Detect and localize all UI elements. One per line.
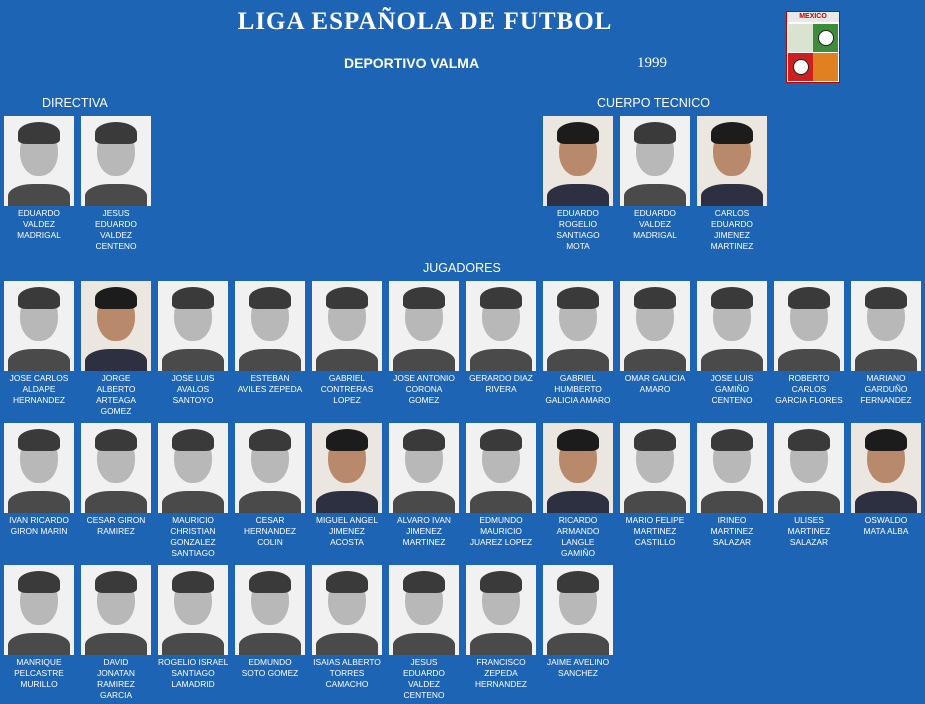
person-name: [620, 208, 690, 241]
person-name: [235, 373, 305, 395]
person-name: [466, 373, 536, 395]
jugadores-card: [235, 281, 305, 395]
portrait-photo: [851, 281, 921, 371]
name-line: CARLOS: [791, 384, 827, 394]
jugadores-card: [235, 423, 305, 548]
person-name: [81, 657, 151, 701]
portrait-photo: [158, 423, 228, 513]
name-line: ISAIAS ALBERTO: [313, 657, 381, 667]
name-line: FRANCISCO: [476, 657, 526, 667]
jugadores-card: [235, 565, 305, 679]
mexico-crest-logo: [786, 11, 840, 83]
name-line: JESUS: [102, 208, 130, 218]
name-line: ROBERTO: [788, 373, 830, 383]
portrait-photo: [543, 116, 613, 206]
portrait-photo: [697, 423, 767, 513]
person-name: [389, 657, 459, 701]
person-name: [543, 515, 613, 559]
jugadores-card: [620, 281, 690, 395]
person-name: [620, 373, 690, 395]
jugadores-card: [774, 423, 844, 548]
name-line: DAVID: [103, 657, 129, 667]
name-line: EDUARDO: [634, 208, 676, 218]
name-line: VALDEZ: [100, 230, 132, 240]
name-line: VALDEZ: [23, 219, 55, 229]
name-line: GIRON MARIN: [10, 526, 68, 536]
person-name: [235, 657, 305, 679]
name-line: IVAN RICARDO: [9, 515, 69, 525]
jugadores-card: [466, 565, 536, 690]
name-line: IRINEO: [717, 515, 747, 525]
jugadores-card: [466, 423, 536, 548]
name-line: MARTINEZ: [710, 526, 754, 536]
person-name: [81, 208, 151, 252]
directiva-card: [81, 116, 151, 252]
person-name: [697, 515, 767, 548]
portrait-photo: [81, 423, 151, 513]
page-title: LIGA ESPAÑOLA DE FUTBOL: [237, 8, 613, 35]
jugadores-card: [543, 281, 613, 406]
person-name: [697, 373, 767, 406]
name-line: OMAR GALICIA: [624, 373, 686, 383]
portrait-photo: [389, 281, 459, 371]
portrait-photo: [774, 423, 844, 513]
name-line: HERNANDEZ: [12, 395, 66, 405]
person-name: [851, 515, 921, 537]
portrait-photo: [312, 565, 382, 655]
name-line: GONZALEZ: [170, 537, 216, 547]
name-line: JOSE ANTONIO: [393, 373, 455, 383]
name-line: MOTA: [566, 241, 590, 251]
name-line: EDMUNDO: [479, 515, 523, 525]
name-line: MURILLO: [20, 679, 58, 689]
soccer-ball-icon: [788, 53, 813, 81]
name-line: HERNANDEZ: [474, 679, 528, 689]
name-line: MIGUEL ANGEL: [315, 515, 379, 525]
jugadores-card: [389, 423, 459, 548]
name-line: CESAR: [255, 515, 285, 525]
portrait-photo: [4, 116, 74, 206]
name-line: SANCHEZ: [557, 668, 599, 678]
name-line: OSWALDO: [864, 515, 908, 525]
name-line: HUMBERTO: [554, 384, 602, 394]
name-line: JONATAN: [97, 668, 135, 678]
portrait-photo: [543, 423, 613, 513]
name-line: MARTINEZ: [710, 241, 754, 251]
name-line: CESAR GIRON: [86, 515, 146, 525]
name-line: EDUARDO: [711, 219, 753, 229]
name-line: AVILES ZEPEDA: [237, 384, 303, 394]
crest-label: MEXICO: [787, 12, 839, 22]
portrait-photo: [312, 423, 382, 513]
portrait-photo: [158, 565, 228, 655]
jugadores-card: [851, 423, 921, 537]
portrait-photo: [620, 281, 690, 371]
name-line: RICARDO: [558, 515, 598, 525]
name-line: MATA ALBA: [863, 526, 909, 536]
person-name: [81, 373, 151, 417]
name-line: VALDEZ: [408, 679, 440, 689]
person-name: [235, 515, 305, 548]
name-line: ACOSTA: [330, 537, 364, 547]
portrait-photo: [543, 281, 613, 371]
name-line: CHRISTIAN: [170, 526, 216, 536]
person-name: [312, 373, 382, 406]
portrait-photo: [235, 423, 305, 513]
name-line: TORRES: [329, 668, 365, 678]
person-name: [774, 373, 844, 406]
jugadores-card: [851, 281, 921, 406]
jugadores-card: [312, 565, 382, 690]
portrait-photo: [235, 565, 305, 655]
name-line: MARIO FELIPE: [625, 515, 685, 525]
name-line: EDUARDO: [403, 668, 445, 678]
directiva-card: [4, 116, 74, 241]
cuerpo_tecnico-card: [697, 116, 767, 252]
person-name: [543, 657, 613, 679]
name-line: MAURICIO: [480, 526, 522, 536]
name-line: MARTINEZ: [633, 526, 677, 536]
jugadores-card: [312, 423, 382, 548]
person-name: [4, 657, 74, 690]
person-name: [158, 515, 228, 559]
portrait-photo: [620, 116, 690, 206]
person-name: [543, 208, 613, 252]
jugadores-card: [4, 423, 74, 537]
name-line: JIMENEZ: [714, 230, 750, 240]
person-name: [312, 515, 382, 548]
person-name: [389, 515, 459, 548]
name-line: COLIN: [257, 537, 283, 547]
section-cuerpo-tecnico: CUERPO TECNICO: [597, 96, 710, 110]
name-line: GABRIEL: [328, 373, 366, 383]
portrait-photo: [697, 116, 767, 206]
name-line: JOSE LUIS: [710, 373, 754, 383]
name-line: CENTENO: [711, 395, 753, 405]
person-name: [158, 373, 228, 406]
name-line: JOSE CARLOS: [9, 373, 69, 383]
name-line: MARTINEZ: [787, 526, 831, 536]
jugadores-card: [543, 423, 613, 559]
person-name: [774, 515, 844, 548]
name-line: JUAREZ LOPEZ: [469, 537, 533, 547]
portrait-photo: [851, 423, 921, 513]
jugadores-card: [389, 281, 459, 406]
name-line: SANTIAGO: [171, 548, 215, 558]
portrait-photo: [4, 423, 74, 513]
person-name: [81, 515, 151, 537]
name-line: GALICIA AMARO: [545, 395, 611, 405]
name-line: LOPEZ: [333, 395, 361, 405]
jugadores-card: [81, 565, 151, 701]
name-line: EDMUNDO: [248, 657, 292, 667]
portrait-photo: [4, 281, 74, 371]
name-line: CASTILLO: [634, 537, 676, 547]
jugadores-card: [4, 281, 74, 406]
name-line: GAMIÑO: [561, 548, 595, 558]
name-line: ESTEBAN: [250, 373, 290, 383]
name-line: FERNANDEZ: [860, 395, 912, 405]
name-line: ALBERTO: [96, 384, 136, 394]
name-line: GABRIEL: [559, 373, 597, 383]
name-line: JESUS: [410, 657, 438, 667]
portrait-photo: [158, 281, 228, 371]
name-line: SALAZAR: [712, 537, 752, 547]
name-line: JORGE: [101, 373, 131, 383]
name-line: SANTIAGO: [171, 668, 215, 678]
name-line: LAMADRID: [171, 679, 215, 689]
person-name: [466, 515, 536, 548]
portrait-photo: [697, 281, 767, 371]
jugadores-card: [312, 281, 382, 406]
name-line: HERNANDEZ: [243, 526, 297, 536]
name-line: GAMIÑO: [715, 384, 749, 394]
name-line: SANTIAGO: [556, 230, 600, 240]
portrait-photo: [235, 281, 305, 371]
jugadores-card: [697, 423, 767, 548]
name-line: AMARO: [639, 384, 671, 394]
jugadores-card: [81, 423, 151, 537]
name-line: LANGLE: [561, 537, 595, 547]
jugadores-card: [543, 565, 613, 679]
name-line: AVALOS: [176, 384, 210, 394]
cuerpo_tecnico-card: [620, 116, 690, 241]
team-name: DEPORTIVO VALMA: [344, 55, 480, 71]
name-line: MANRIQUE: [16, 657, 62, 667]
portrait-photo: [466, 565, 536, 655]
name-line: SOTO GOMEZ: [241, 668, 299, 678]
cuerpo_tecnico-card: [543, 116, 613, 252]
section-jugadores: JUGADORES: [423, 261, 501, 275]
jugadores-card: [81, 281, 151, 417]
portrait-photo: [774, 281, 844, 371]
name-line: RAMIREZ: [97, 526, 135, 536]
name-line: ALDAPE: [22, 384, 56, 394]
name-line: GARCIA: [99, 690, 133, 700]
jugadores-card: [620, 423, 690, 548]
name-line: CARLOS: [714, 208, 750, 218]
name-line: GOMEZ: [100, 406, 132, 416]
season-year: 1999: [637, 55, 667, 71]
section-directiva: DIRECTIVA: [42, 96, 108, 110]
name-line: RAMIREZ: [97, 679, 135, 689]
portrait-photo: [81, 281, 151, 371]
jugadores-card: [4, 565, 74, 690]
person-name: [389, 373, 459, 406]
name-line: GERARDO DIAZ: [469, 373, 533, 383]
name-line: GARCIA FLORES: [775, 395, 843, 405]
portrait-photo: [389, 423, 459, 513]
person-name: [851, 373, 921, 406]
portrait-photo: [389, 565, 459, 655]
person-name: [4, 515, 74, 537]
person-name: [697, 208, 767, 252]
name-line: JIMENEZ: [329, 526, 365, 536]
name-line: JOSE LUIS: [171, 373, 215, 383]
lion-emblem-icon: [813, 53, 838, 81]
portrait-photo: [81, 116, 151, 206]
name-line: MAURICIO: [172, 515, 214, 525]
jugadores-card: [466, 281, 536, 395]
portrait-photo: [543, 565, 613, 655]
jugadores-card: [697, 281, 767, 406]
name-line: SALAZAR: [789, 537, 829, 547]
name-line: ULISES: [794, 515, 824, 525]
name-line: ARMANDO: [556, 526, 600, 536]
jugadores-card: [158, 423, 228, 559]
soccer-ball-icon: [813, 24, 838, 52]
person-name: [620, 515, 690, 548]
name-line: ARTEAGA: [96, 395, 136, 405]
name-line: CORONA: [405, 384, 443, 394]
portrait-photo: [466, 423, 536, 513]
portrait-photo: [466, 281, 536, 371]
name-line: CENTENO: [403, 690, 445, 700]
name-line: VALDEZ: [639, 219, 671, 229]
name-line: ROGELIO: [558, 219, 598, 229]
jugadores-card: [158, 565, 228, 690]
name-line: JIMENEZ: [406, 526, 442, 536]
name-line: CENTENO: [95, 241, 137, 251]
name-line: GARDUÑO: [864, 384, 908, 394]
portrait-photo: [312, 281, 382, 371]
name-line: SANTOYO: [172, 395, 214, 405]
name-line: ALVARO IVAN: [397, 515, 451, 525]
name-line: ROGELIO ISRAEL: [158, 657, 229, 667]
name-line: MARIANO: [866, 373, 906, 383]
eagle-emblem-icon: [788, 24, 813, 52]
name-line: EDUARDO: [18, 208, 60, 218]
portrait-photo: [4, 565, 74, 655]
name-line: CAMACHO: [325, 679, 369, 689]
jugadores-card: [158, 281, 228, 406]
jugadores-card: [389, 565, 459, 701]
person-name: [158, 657, 228, 690]
person-name: [4, 208, 74, 241]
name-line: JAIME AVELINO: [546, 657, 610, 667]
name-line: PELCASTRE: [14, 668, 64, 678]
name-line: GOMEZ: [408, 395, 440, 405]
person-name: [312, 657, 382, 690]
name-line: EDUARDO: [557, 208, 599, 218]
person-name: [4, 373, 74, 406]
name-line: MADRIGAL: [17, 230, 61, 240]
portrait-photo: [81, 565, 151, 655]
name-line: EDUARDO: [95, 219, 137, 229]
name-line: MADRIGAL: [633, 230, 677, 240]
name-line: CONTRERAS: [320, 384, 374, 394]
name-line: MARTINEZ: [402, 537, 446, 547]
name-line: ZEPEDA: [484, 668, 518, 678]
portrait-photo: [620, 423, 690, 513]
name-line: RIVERA: [485, 384, 517, 394]
person-name: [466, 657, 536, 690]
jugadores-card: [774, 281, 844, 406]
person-name: [543, 373, 613, 406]
